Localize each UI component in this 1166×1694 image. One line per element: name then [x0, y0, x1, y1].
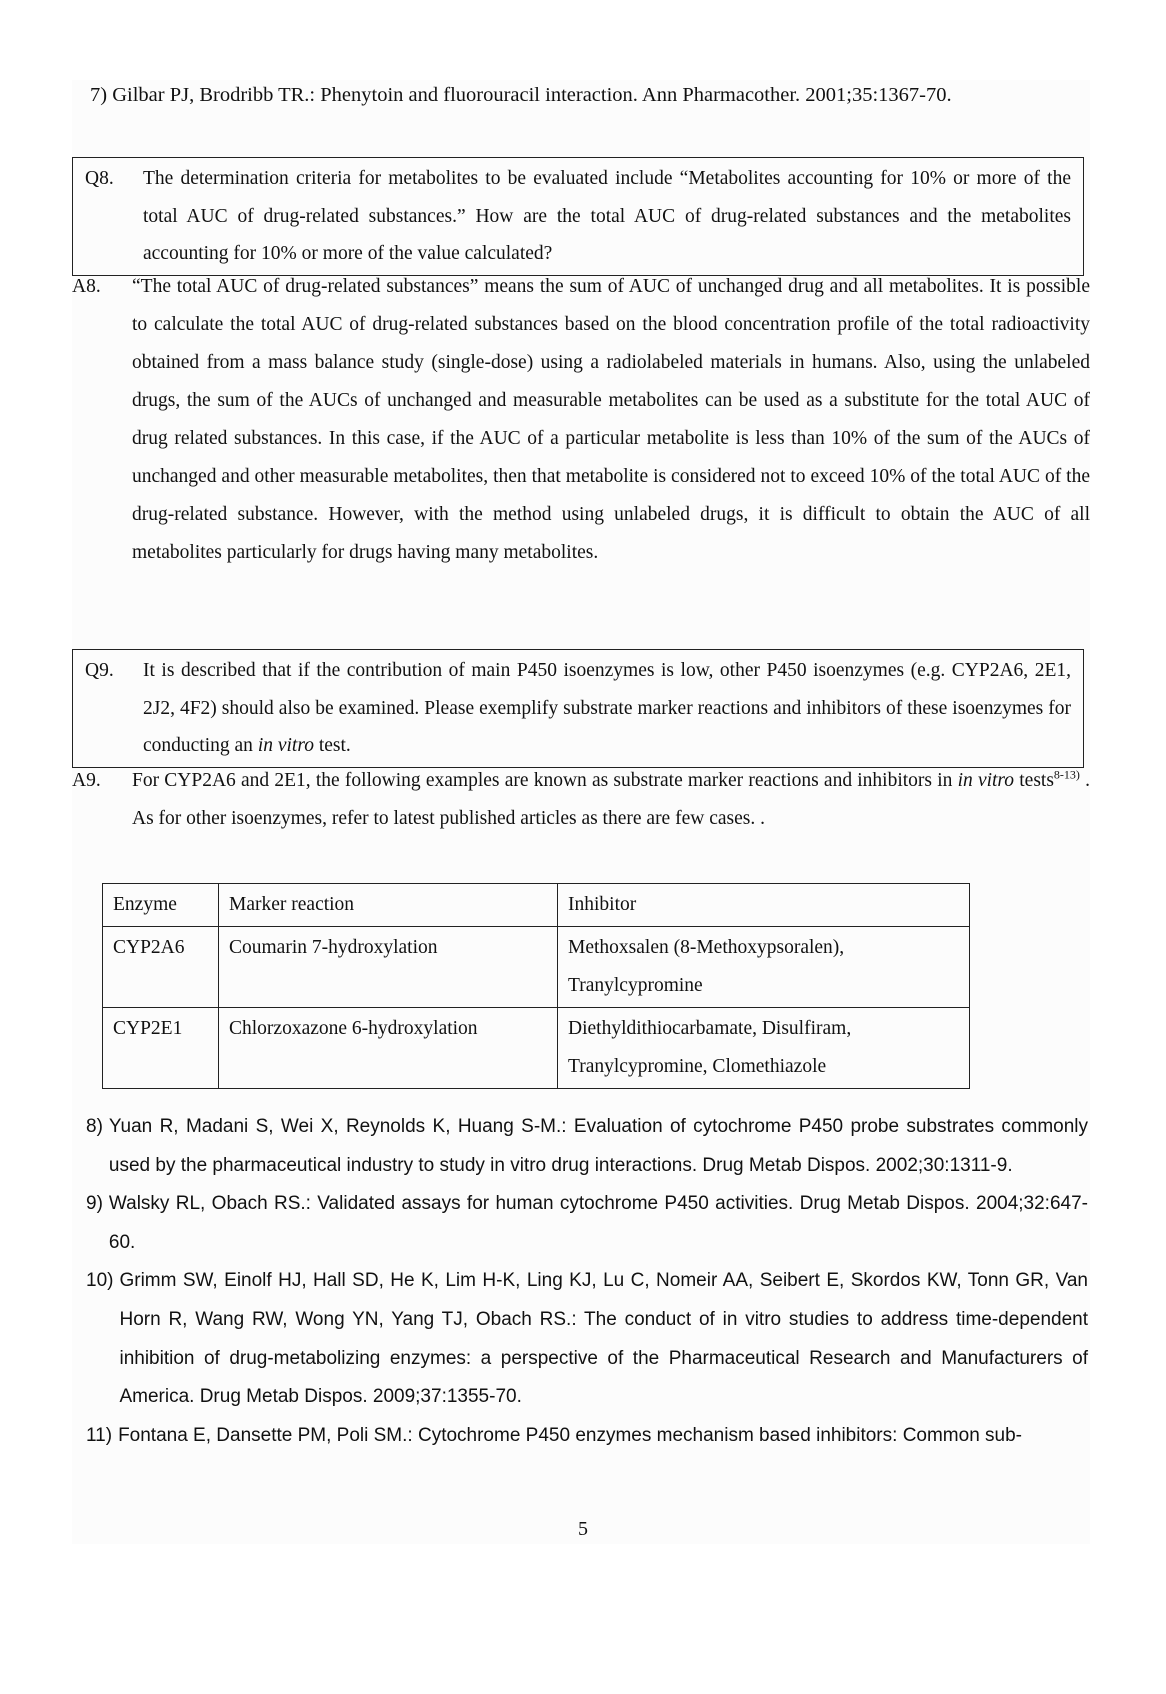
reference-item	[86, 1417, 1088, 1456]
table-cell-reaction: Chlorzoxazone 6-hydroxylation	[219, 1008, 558, 1089]
table-cell-enzyme: CYP2E1	[103, 1008, 219, 1089]
reference-item	[86, 1108, 1088, 1185]
answer-label: A9.	[72, 770, 101, 791]
italic-term: in vitro	[257, 735, 314, 756]
reference-number: 10)	[86, 1270, 114, 1292]
reference-number: 11)	[86, 1424, 113, 1446]
table-cell-inhibitor	[558, 1008, 970, 1089]
question-text-part: It is described that if the contribution of main P450 isoenzymes is low, other P450 isoenzymes (e.g. CYP2A6, 2E1, 2J2, 4F2) should also be examined. Please exemplify substrate marker reactions and inhibitors of these isoenzymes for conducting an	[143, 660, 1071, 756]
reference-number: 7)	[90, 84, 108, 106]
table-cell-reaction: Coumarin 7-hydroxylation	[219, 927, 558, 1008]
enzyme-table	[102, 883, 970, 1089]
italic-term: in vitro	[957, 770, 1015, 791]
inhibitor-line: Methoxsalen (8-Methoxypsoralen),	[568, 937, 845, 958]
table-row	[103, 1008, 970, 1089]
reference-number: 8)	[86, 1116, 103, 1137]
table-header-cell: Inhibitor	[558, 884, 970, 927]
table-cell-enzyme: CYP2A6	[103, 927, 219, 1008]
answer-text: “The total AUC of drug-related substances” means the sum of AUC of unchanged drug and all metabolites. It is possible to calculate the total AUC of drug-related substances based on the blood concentration profile of the total radioactivity obtained from a mass balance study (single-dose) using a radiolabeled materials in humans. Also, using the unlabeled drugs, the sum of the AUCs of unchanged and measurable metabolites can be used as a substitute for the total AUC of drug related substances. In this case, if the AUC of a particular metabolite is less than 10% of the sum of the AUCs of unchanged and other measurable metabolites, then that metabolite is considered not to exceed 10% of the total AUC of the drug-related substance. However, with the method using unlabeled drugs, it is difficult to obtain the AUC of all metabolites particularly for drugs having many metabolites.	[132, 276, 1090, 563]
page-number: 5	[578, 1518, 588, 1540]
answer-8	[72, 268, 1090, 572]
question-text	[143, 652, 1071, 765]
question-8-box	[72, 157, 1084, 276]
answer-text-part: For CYP2A6 and 2E1, the following examples are known as substrate marker reactions and inhibitors in	[132, 770, 958, 791]
reference-list	[86, 1108, 1088, 1455]
answer-9	[72, 762, 1090, 838]
table-header-cell: Marker reaction	[219, 884, 558, 927]
reference-7	[90, 76, 1090, 115]
reference-text: Yuan R, Madani S, Wei X, Reynolds K, Huang S-M.: Evaluation of cytochrome P450 probe substrates commonly used by the pharmaceutical industry to study in vitro drug interactions. Drug Metab Dispos. 2002;30:1311-9.	[108, 1116, 1088, 1176]
inhibitor-line: Diethyldithiocarbamate, Disulfiram,	[568, 1018, 852, 1039]
answer-text-part: tests	[1014, 770, 1054, 791]
citation-superscript: 8-13)	[1053, 767, 1080, 782]
answer-text	[130, 762, 1090, 838]
reference-text: Gilbar PJ, Brodribb TR.: Phenytoin and fluorouracil interaction. Ann Pharmacother. 2001;35:1367-70.	[112, 84, 952, 106]
reference-text: Grimm SW, Einolf HJ, Hall SD, He K, Lim H-K, Ling KJ, Lu C, Nomeir AA, Seibert E, Skordos KW, Tonn GR, Van Horn R, Wang RW, Wong YN, Yang TJ, Obach RS.: The conduct of in vitro studies to address time-dependent inhibition of drug-metabolizing enzymes: a perspective of the Pharmaceutical Research and Manufacturers of America. Drug Metab Dispos. 2009;37:1355-70.	[119, 1270, 1088, 1408]
answer-text-part: . As for other isoenzymes, refer to latest published articles as there are few cases. .	[132, 770, 1090, 829]
question-9-box	[72, 649, 1084, 768]
reference-text: Fontana E, Dansette PM, Poli SM.: Cytochrome P450 enzymes mechanism based inhibitors: Common sub-	[118, 1424, 1023, 1446]
question-label: Q9.	[85, 660, 114, 681]
reference-item	[86, 1262, 1088, 1416]
table-cell-inhibitor	[558, 927, 970, 1008]
question-text-part: test.	[313, 735, 351, 756]
reference-item	[86, 1185, 1088, 1262]
inhibitor-line: Tranylcypromine	[568, 975, 703, 996]
table-header-cell: Enzyme	[103, 884, 219, 927]
table-row	[103, 927, 970, 1008]
reference-number: 9)	[86, 1193, 103, 1215]
reference-text: Walsky RL, Obach RS.: Validated assays for human cytochrome P450 activities. Drug Metab Dispos. 2004;32:647-60.	[108, 1193, 1088, 1253]
table-header-row	[103, 884, 970, 927]
question-text: The determination criteria for metabolites to be evaluated include “Metabolites accounting for 10% or more of the total AUC of drug-related substances.” How are the total AUC of drug-related substances and the metabolites accounting for 10% or more of the value calculated?	[143, 168, 1071, 264]
answer-label: A8.	[72, 276, 101, 297]
inhibitor-line: Tranylcypromine, Clomethiazole	[568, 1056, 827, 1077]
question-label: Q8.	[85, 168, 114, 189]
